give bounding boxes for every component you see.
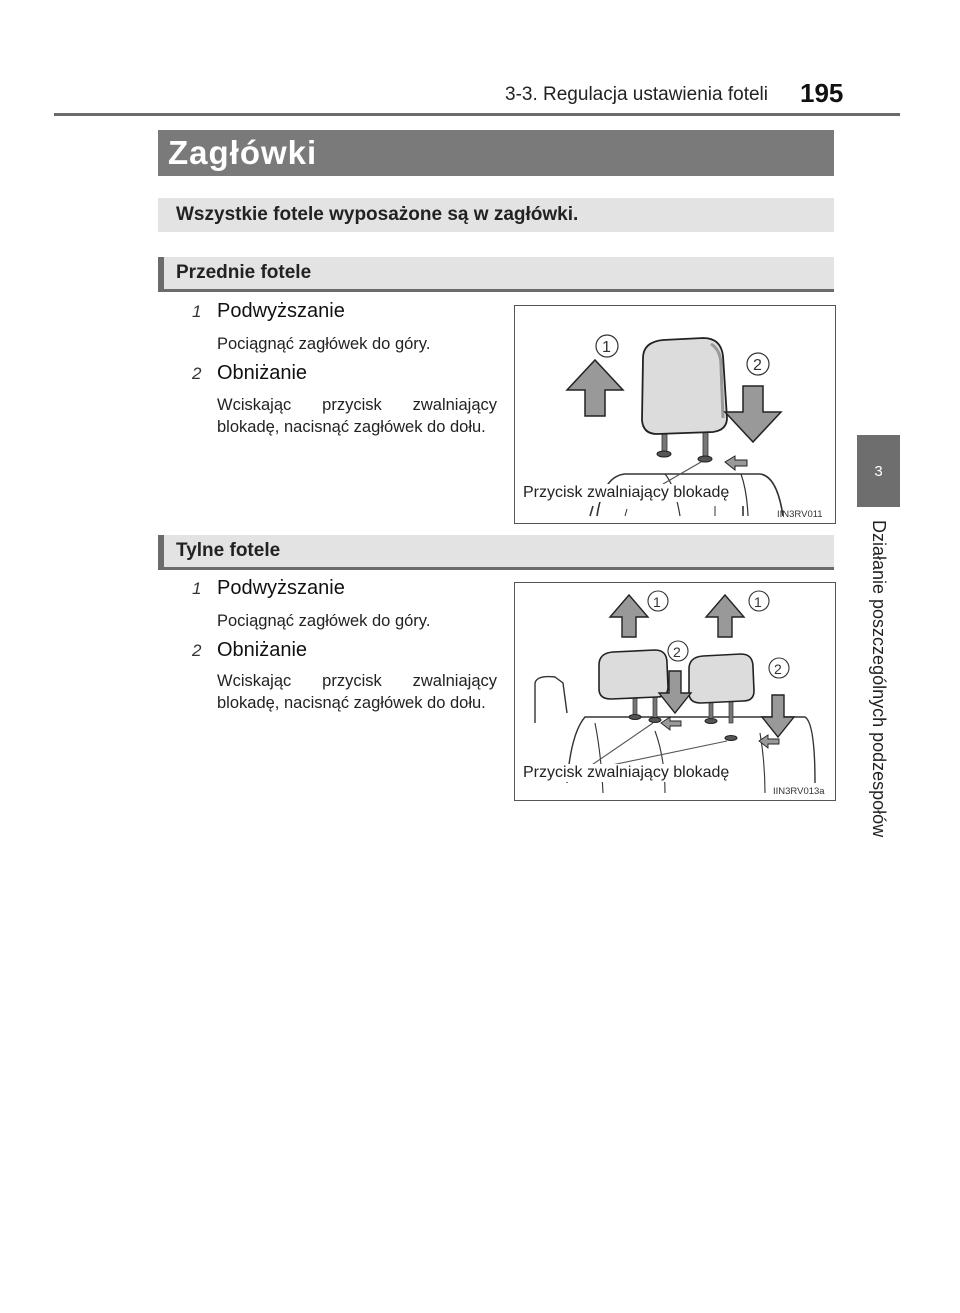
down-arrow-icon [725, 386, 781, 442]
figure-caption: Przycisk zwalniający blokadę [523, 484, 730, 501]
intro-text: Wszystkie fotele wyposażone są w zagłówki. [176, 204, 579, 225]
up-arrow-icon [610, 595, 648, 637]
figure-caption: Przycisk zwalniający blokadę [523, 764, 730, 781]
page-number: 195 [800, 78, 844, 108]
callout-up-number: 1 [754, 594, 762, 610]
figure-code: IIN3RV011 [777, 509, 823, 520]
step-description: Wciskając przycisk zwalniający blokadę, nacisnąć zagłówek do dołu. [217, 672, 497, 712]
step-number: 1 [192, 579, 202, 598]
chapter-number: 3 [874, 462, 883, 480]
chapter-title: Działanie poszczególnych podzespołów [869, 520, 889, 838]
figure-code: IIN3RV013a [773, 786, 825, 797]
chapter-title-vertical [868, 520, 892, 860]
section-heading-text: Tylne fotele [176, 540, 281, 561]
step-description: Pociągnąć zagłówek do góry. [217, 335, 431, 353]
callout-down-number: 2 [673, 644, 681, 660]
step-description: Wciskając przycisk zwalniający blokadę, nacisnąć zagłówek do dołu. [217, 396, 497, 436]
section-heading-text: Przednie fotele [176, 262, 312, 283]
step-title: Podwyższanie [217, 577, 345, 599]
page-title: Zagłówki [168, 134, 318, 171]
step-title: Podwyższanie [217, 300, 345, 322]
step-number: 2 [192, 641, 202, 660]
page-title-bar [158, 130, 834, 176]
section-heading-rear [158, 535, 834, 570]
callout-down-number: 2 [774, 661, 782, 677]
intro-bar [158, 198, 834, 232]
callout-up-number: 1 [653, 594, 661, 610]
down-arrow-icon [762, 695, 794, 737]
figure-front-headrest [514, 305, 836, 524]
step-description: Pociągnąć zagłówek do góry. [217, 612, 431, 630]
header-rule [54, 113, 900, 116]
step-number: 1 [192, 302, 202, 321]
chapter-tab [857, 435, 900, 507]
step-title: Obniżanie [217, 362, 308, 384]
header-section-title: 3-3. Regulacja ustawienia foteli [505, 84, 768, 105]
section-heading-front [158, 257, 834, 292]
up-arrow-icon [706, 595, 744, 637]
figure-rear-headrests [514, 582, 836, 801]
step-number: 2 [192, 364, 202, 383]
up-arrow-icon [567, 360, 623, 416]
callout-down-number: 2 [753, 357, 762, 374]
callout-up-number: 1 [602, 339, 611, 356]
step-title: Obniżanie [217, 639, 308, 661]
